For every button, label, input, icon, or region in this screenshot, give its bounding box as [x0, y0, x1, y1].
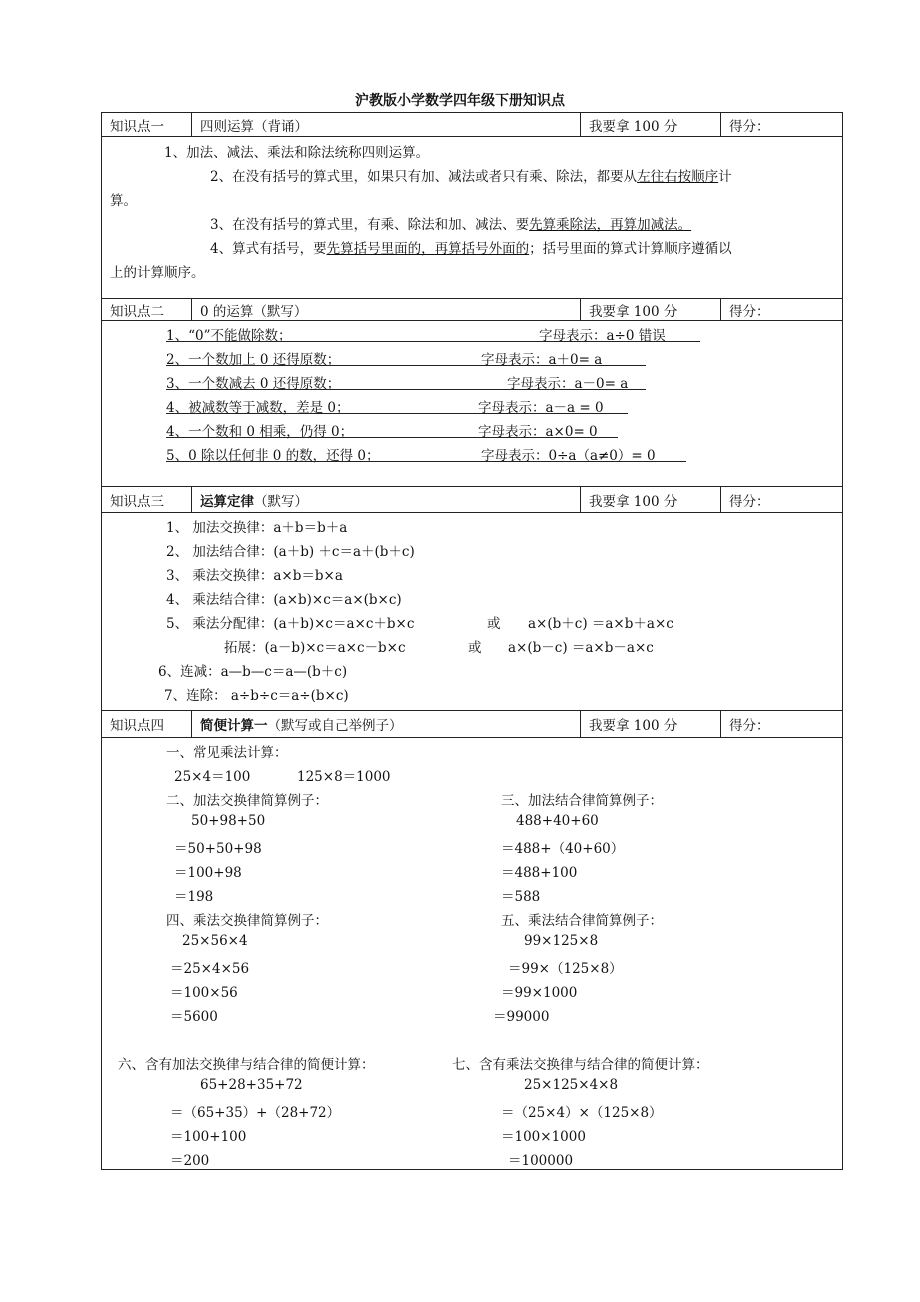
- section-2-score: 得分：: [729, 303, 770, 320]
- zero-formula-2: 字母表示：a＋0= a: [481, 352, 603, 368]
- section-4-body: [102, 738, 842, 1169]
- section-1-topic: 四则运算（背诵）: [192, 113, 581, 136]
- s1-line-4: 4、算式有括号，要先算括号里面的，再算括号外面的；括号里面的算式计算顺序遵循以: [210, 241, 732, 257]
- example-6-line-2: ＝（65+35）+（28+72）: [170, 1105, 341, 1121]
- section-3-topic: 运算定律 （默写）: [192, 487, 581, 512]
- section-4-label: 知识点四: [102, 711, 192, 737]
- law-5-or: 或: [487, 616, 501, 632]
- s1-line-4-cont: 上的计算顺序。: [110, 265, 205, 281]
- example-3-line-2: ＝488+（40+60）: [501, 841, 625, 857]
- example-3-line-3: ＝488+100: [501, 865, 578, 881]
- underline-1: [166, 341, 700, 342]
- example-1b: 125×8＝1000: [297, 769, 391, 785]
- example-6-line-3: ＝100+100: [170, 1129, 247, 1145]
- heading-4: 四、乘法交换律简算例子：: [166, 913, 328, 929]
- example-4-line-3: ＝100×56: [170, 985, 238, 1001]
- law-3: 3、 乘法交换律：a×b＝b×a: [166, 568, 343, 584]
- zero-rule-6: 5、0 除以任何非 0 的数，还得 0；: [166, 448, 380, 464]
- example-7-line-1: 25×125×4×8: [524, 1077, 619, 1093]
- section-4-topic: 简便计算一 （默写或自己举例子）: [192, 711, 581, 737]
- zero-rule-1: 1、“0”不能做除数；: [166, 328, 292, 344]
- example-4-line-4: ＝5600: [170, 1009, 218, 1025]
- section-3-label: 知识点三: [102, 487, 192, 512]
- section-1-goal: 我要拿 100 分: [581, 113, 721, 136]
- section-3-goal: 我要拿 100 分: [581, 487, 721, 512]
- law-5-alt: a×(b＋c) ＝a×b＋a×c: [528, 616, 674, 632]
- s1-line-1: 1、加法、减法、乘法和除法统称四则运算。: [164, 145, 430, 161]
- s1-line-2: 2、在没有括号的算式里，如果只有加、减法或者只有乘、除法，都要从左往右按顺序计: [210, 169, 732, 185]
- example-7-line-4: ＝100000: [508, 1153, 574, 1169]
- law-5: 5、 乘法分配律：(a＋b)×c＝a×c＋b×c: [166, 616, 415, 632]
- example-5-line-4: ＝99000: [493, 1009, 550, 1025]
- zero-rule-2: 2、一个数加上 0 还得原数；: [166, 352, 341, 368]
- heading-7: 七、含有乘法交换律与结合律的简便计算：: [452, 1057, 709, 1073]
- underline-6: [166, 461, 686, 462]
- page-title: 沪教版小学数学四年级下册知识点: [355, 93, 565, 109]
- example-3-line-4: ＝588: [501, 889, 541, 905]
- zero-formula-4: 字母表示：a－a = 0: [478, 400, 604, 416]
- example-4-line-1: 25×56×4: [182, 933, 248, 949]
- underline-2: [166, 365, 646, 366]
- example-5-line-2: ＝99×（125×8）: [508, 961, 623, 977]
- section-1-body: [102, 137, 842, 299]
- section-2-header: [102, 299, 842, 321]
- example-2-line-2: ＝50+50+98: [174, 841, 262, 857]
- underline-5: [166, 437, 618, 438]
- zero-rule-3: 3、一个数减去 0 还得原数；: [166, 376, 341, 392]
- section-3-header: [102, 487, 842, 513]
- heading-3: 三、加法结合律简算例子：: [501, 793, 663, 809]
- zero-formula-5: 字母表示：a×0= 0: [478, 424, 598, 440]
- example-7-line-3: ＝100×1000: [501, 1129, 586, 1145]
- heading-2: 二、加法交换律简算例子：: [166, 793, 328, 809]
- law-6: 6、连减：a—b—c＝a—(b＋c): [158, 664, 348, 680]
- example-6-line-1: 65+28+35+72: [200, 1077, 303, 1093]
- section-2-label: 知识点二: [102, 299, 192, 320]
- zero-formula-1: 字母表示：a÷0 错误: [539, 328, 666, 344]
- underline-4: [166, 413, 628, 414]
- knowledge-table: [101, 112, 843, 1170]
- zero-formula-3: 字母表示：a－0= a: [507, 376, 629, 392]
- law-ext: 拓展：(a－b)×c＝a×c－b×c: [224, 640, 406, 656]
- law-1: 1、 加法交换律：a＋b＝b＋a: [166, 520, 348, 536]
- section-1-header: [102, 113, 842, 137]
- section-3-score: 得分：: [729, 493, 770, 510]
- example-1a: 25×4＝100: [174, 769, 251, 785]
- example-4-line-2: ＝25×4×56: [170, 961, 250, 977]
- law-2: 2、 加法结合律：(a＋b) ＋c＝a＋(b＋c): [166, 544, 415, 560]
- example-3-line-1: 488+40+60: [516, 813, 599, 829]
- heading-5: 五、乘法结合律简算例子：: [501, 913, 663, 929]
- example-2-line-4: ＝198: [174, 889, 214, 905]
- example-2-line-3: ＝100+98: [174, 865, 242, 881]
- section-4-score: 得分：: [729, 718, 770, 734]
- zero-rule-5: 4、一个数和 0 相乘，仍得 0；: [166, 424, 354, 440]
- heading-1: 一、常见乘法计算：: [166, 745, 288, 761]
- zero-formula-6: 字母表示：0÷a（a≠0）= 0: [481, 448, 656, 464]
- section-3-body: [102, 513, 842, 711]
- law-ext-or: 或: [468, 640, 482, 656]
- section-2-goal: 我要拿 100 分: [581, 299, 721, 320]
- law-7: 7、连除： a÷b÷c＝a÷(b×c): [164, 688, 349, 704]
- example-6-line-4: ＝200: [170, 1153, 210, 1169]
- heading-6: 六、含有加法交换律与结合律的简便计算：: [118, 1057, 375, 1073]
- zero-rule-4: 4、被减数等于减数，差是 0；: [166, 400, 350, 416]
- law-ext-alt: a×(b－c) ＝a×b－a×c: [508, 640, 654, 656]
- section-4-header: [102, 711, 842, 738]
- example-2-line-1: 50+98+50: [191, 813, 266, 829]
- section-1-label: 知识点一: [102, 113, 192, 136]
- section-1-score: 得分：: [729, 118, 770, 135]
- example-5-line-3: ＝99×1000: [501, 985, 578, 1001]
- example-7-line-2: ＝（25×4）×（125×8）: [501, 1105, 663, 1121]
- law-4: 4、 乘法结合律：(a×b)×c＝a×(b×c): [166, 592, 402, 608]
- section-2-body: [102, 321, 842, 487]
- example-5-line-1: 99×125×8: [524, 933, 599, 949]
- section-4-goal: 我要拿 100 分: [581, 711, 721, 737]
- s1-line-3: 3、在没有括号的算式里，有乘、除法和加、减法、要先算乘除法，再算加减法。: [210, 217, 692, 233]
- section-2-topic: 0 的运算（默写）: [192, 299, 581, 320]
- s1-line-2-cont: 算。: [110, 193, 137, 209]
- underline-3: [166, 389, 646, 390]
